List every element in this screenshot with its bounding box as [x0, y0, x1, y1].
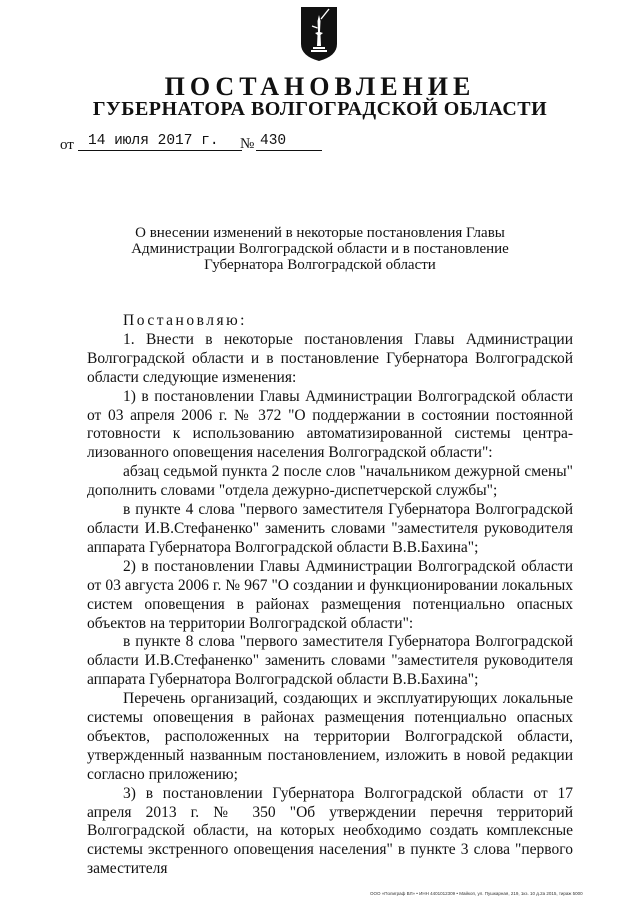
document-subject: О внесении изменений в некоторые постановления Главы Администрации Волгоградской области и в постановление Губернатора Волгоградской области: [131, 225, 509, 273]
document-date: 14 июля 2017 г.: [78, 132, 242, 151]
paragraph: в пункте 4 слова "первого заместителя Губернатора Волгоградской области И.В.Стефаненко" заменить словами "заместителя руководителя аппарата Губернатора Волгоградской области В.В.Бахина";: [87, 501, 573, 556]
number-label: №: [240, 136, 255, 152]
print-footer: ООО «Полиграф ВЛ» • ИНН 4401012309 • Майкоп, ул. Пушкарная, 219, 1кз. 10 д.2а 2015, тираж 5000: [370, 891, 583, 896]
document-body: [87, 312, 573, 879]
coat-of-arms-icon: [300, 6, 338, 62]
paragraph: 2) в постановлении Главы Администрации Волгоградской области от 03 августа 2006 г. № 967 "О создании и функционировании локальных систем оповещения в районах размещения потенциально опасных объектов на территории Волгоградской области":: [87, 557, 573, 632]
document-issuer: ГУБЕРНАТОРА ВОЛГОГРАДСКОЙ ОБЛАСТИ: [92, 98, 548, 120]
paragraph: 1) в постановлении Главы Администрации Волгоградской области от 03 апреля 2006 г. № 372 "О поддержании в состоянии постоянной готовности к использованию автоматизированной системы центра-лизованного оповещения населения Волгоградской области":: [87, 387, 573, 462]
paragraph: 3) в постановлении Губернатора Волгоградской области от 17 апреля 2013 г. № 350 "Об утверждении перечня территорий Волгоградской области, на которых необходимо создать комплексные системы экстренного оповещения населения" в пункте 3 слова "первого заместителя: [87, 784, 573, 878]
date-label: от: [60, 137, 74, 153]
paragraph: абзац седьмой пункта 2 после слов "начальником дежурной смены" дополнить словами "отдела дежурно-диспетчерской службы";: [87, 463, 573, 500]
document-title: ПОСТАНОВЛЕНИЕ: [164, 72, 476, 101]
preamble: Постановляю:: [123, 312, 247, 329]
paragraph: Перечень организаций, создающих и эксплуатирующих локальные системы оповещения в районах размещения потенциально опасных объектов, расположенных на территории Волгоградской области, утвержденный названным постановлением, изложить в новой редакции согласно приложению;: [87, 690, 573, 783]
paragraph: в пункте 8 слова "первого заместителя Губернатора Волгоградской области И.В.Стефаненко" заменить словами "заместителя руководителя аппарата Губернатора Волгоградской области В.В.Бахина";: [87, 633, 573, 689]
paragraph: 1. Внести в некоторые постановления Главы Администрации Волгоградской области и в постановление Губернатора Волгоградской области следующие изменения:: [87, 330, 573, 386]
document-number: 430: [256, 132, 322, 151]
